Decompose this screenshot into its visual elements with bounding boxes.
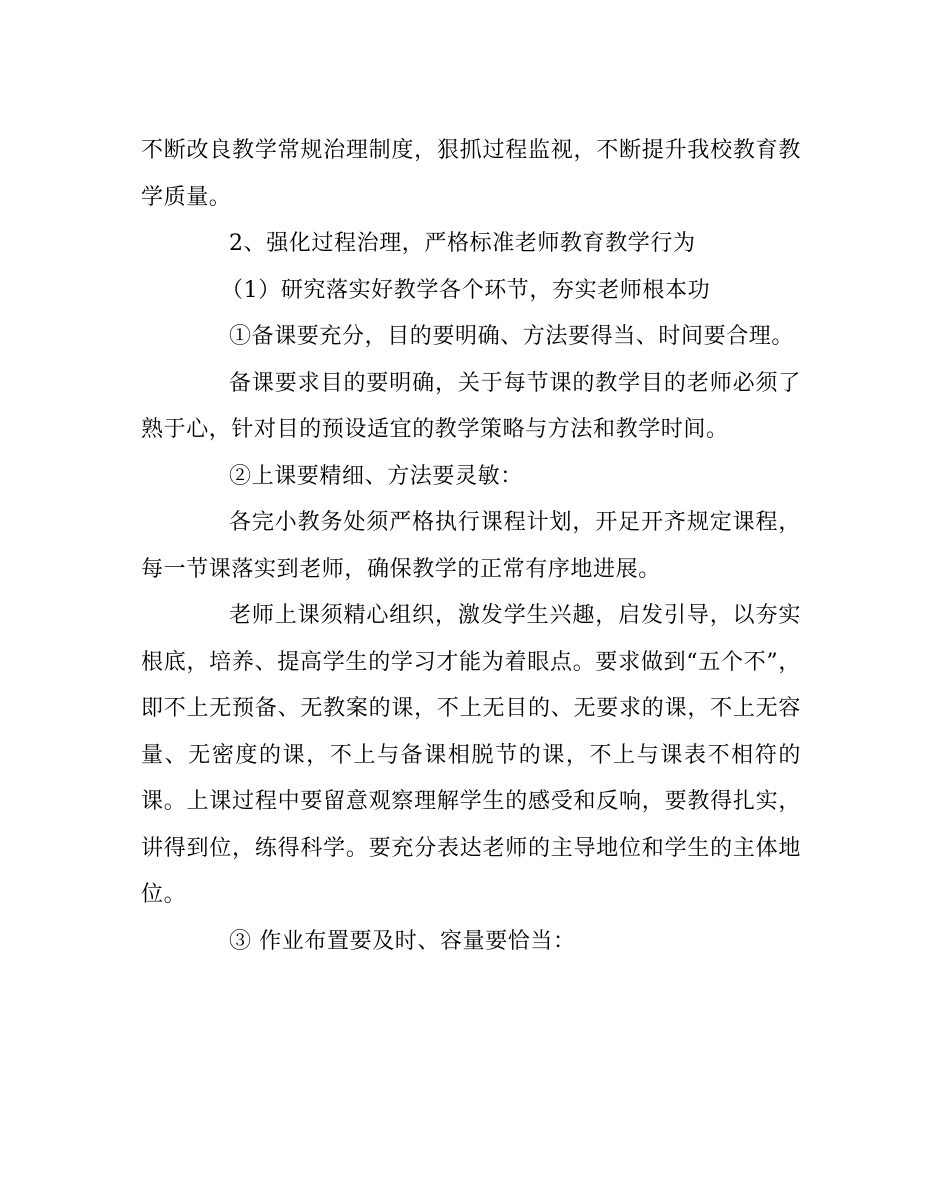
subsection-heading: （1）研究落实好教学各个环节，夯实老师根本功 [221,277,711,303]
paragraph-continuation: 不断改良教学常规治理制度，狠抓过程监视，不断提升我校教育教学质量。 [141,138,801,210]
paragraph-curriculum: 各完小教务处须严格执行课程计划，开足开齐规定课程，每一节课落实到老师，确保教学的正常有序地进展。 [141,510,801,582]
section-heading: 2、强化过程治理，严格标准老师教育教学行为 [229,231,696,256]
item-heading-3: ③ 作业布置要及时、容量要恰当： [229,928,576,954]
item-heading-2: ②上课要精细、方法要灵敏： [229,463,523,489]
paragraph-lesson-prep: 备课要求目的要明确，关于每节课的教学目的老师必须了熟于心，针对目的预设适宜的教学策略与方法和教学时间。 [141,370,801,442]
item-heading-1: ①备课要充分，目的要明确、方法要得当、时间要合理。 [229,324,795,349]
paragraph-teaching: 老师上课须精心组织，激发学生兴趣，启发引导，以夯实根底，培养、提高学生的学习才能为着眼点。要求做到“五个不”，即不上无预备、无教案的课，不上无目的、无要求的课，不上无容量、无密度的课，不上与备课相脱节的课，不上与课表不相符的课。上课过程中要留意观察理解学生的感受和反响，要教得扎实，讲得到位，练得科学。要充分表达老师的主导地位和学生的主体地位。 [141,603,801,907]
document-body [141,128,801,965]
